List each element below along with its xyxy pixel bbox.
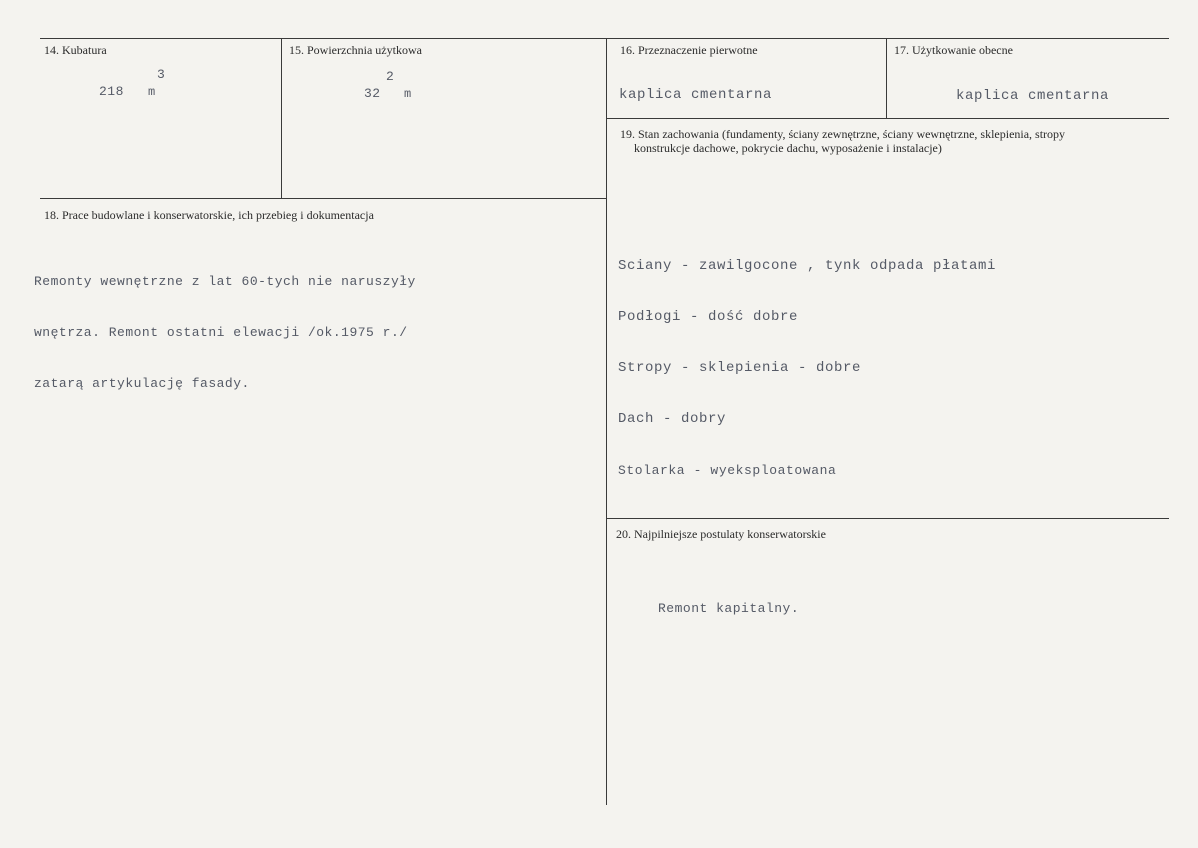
divider-left-row1 — [40, 198, 606, 199]
field-19-line-4: Dach - dobry — [618, 411, 727, 427]
field-14-label: 14. Kubatura — [44, 43, 107, 57]
field-20-label: 20. Najpilniejsze postulaty konserwatorskie — [616, 527, 826, 541]
vertical-16-17 — [886, 38, 887, 118]
field-19-line-5: Stolarka - wyeksploatowana — [618, 463, 837, 478]
field-19-line-3: Stropy - sklepienia - dobre — [618, 360, 862, 376]
field-18-label: 18. Prace budowlane i konserwatorskie, ich przebieg i dokumentacja — [44, 208, 374, 222]
field-18-text — [34, 239, 416, 426]
field-15-label: 15. Powierzchnia użytkowa — [289, 43, 422, 57]
field-18-line-3: zatarą artykulację fasady. — [34, 376, 250, 391]
field-17-label: 17. Użytkowanie obecne — [894, 43, 1013, 57]
divider-right-row1 — [606, 118, 1169, 119]
field-14-unit: m — [148, 85, 156, 99]
field-18-line-2: wnętrza. Remont ostatni elewacji /ok.1975 r./ — [34, 325, 408, 340]
field-14-value: 218 — [99, 84, 124, 99]
field-16-label: 16. Przeznaczenie pierwotne — [620, 43, 758, 57]
field-14-exponent: 3 — [157, 67, 166, 82]
field-15-exponent: 2 — [386, 69, 395, 84]
vertical-14-15 — [281, 38, 282, 198]
divider-right-row2 — [606, 518, 1169, 519]
vertical-center — [606, 38, 607, 805]
field-18-line-1: Remonty wewnętrzne z lat 60-tych nie naruszyły — [34, 274, 416, 289]
top-border — [40, 38, 1169, 39]
field-16-value: kaplica cmentarna — [619, 87, 773, 103]
field-15-unit: m — [404, 87, 412, 101]
field-19-line-1: Sciany - zawilgocone , tynk odpada płatami — [618, 258, 997, 274]
field-15-value: 32 — [364, 86, 381, 101]
field-19-label-line-1: 19. Stan zachowania (fundamenty, ściany zewnętrzne, ściany wewnętrzne, sklepienia, stropy — [620, 127, 1066, 141]
field-19-label-line-2: konstrukcje dachowe, pokrycie dachu, wyposażenie i instalacje) — [634, 141, 942, 155]
field-17-value: kaplica cmentarna — [956, 88, 1110, 104]
field-20-value: Remont kapitalny. — [658, 601, 800, 616]
field-19-line-2: Podłogi - dość dobre — [618, 309, 799, 325]
field-19-text — [618, 224, 996, 513]
